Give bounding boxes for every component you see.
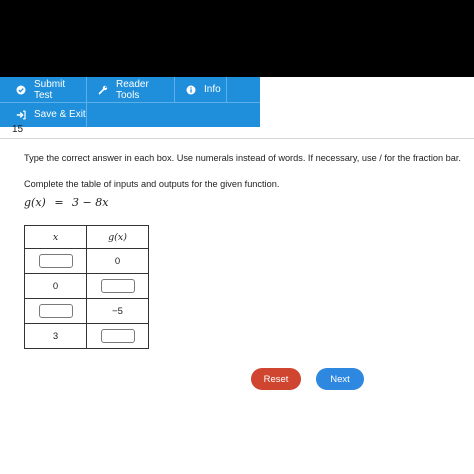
gx-cell xyxy=(87,324,149,349)
submit-test-label: Submit Test xyxy=(34,78,66,101)
reader-tools-button[interactable] xyxy=(88,77,174,102)
x-cell xyxy=(25,249,87,274)
reader-tools-label: Reader Tools xyxy=(116,78,149,101)
gx-answer-input[interactable] xyxy=(101,329,135,343)
toolbar-separator xyxy=(226,77,227,102)
table-row xyxy=(25,324,149,349)
x-cell: 3 xyxy=(25,324,87,349)
info-label: Info xyxy=(204,84,221,95)
header-x: x xyxy=(25,226,87,249)
toolbar-separator xyxy=(86,102,87,127)
question-divider xyxy=(0,138,474,139)
question-prompt: Complete the table of inputs and outputs for the given function. xyxy=(24,179,280,189)
function-equals: = xyxy=(54,196,64,209)
top-black-bar xyxy=(0,0,474,77)
x-answer-input[interactable] xyxy=(39,254,73,268)
table-row xyxy=(25,299,149,324)
info-icon xyxy=(186,85,196,95)
x-cell xyxy=(25,299,87,324)
table-row xyxy=(25,249,149,274)
question-number: 15 xyxy=(12,124,24,135)
gx-cell: 0 xyxy=(87,249,149,274)
gx-cell: −5 xyxy=(87,299,149,324)
toolbar-separator xyxy=(86,77,87,102)
info-button[interactable] xyxy=(176,77,226,102)
toolbar-separator xyxy=(174,77,175,102)
table-row xyxy=(25,274,149,299)
function-definition xyxy=(24,196,108,209)
table-header-row xyxy=(25,226,149,249)
input-output-table xyxy=(24,225,149,349)
reset-button[interactable]: Reset xyxy=(251,368,301,390)
gx-cell xyxy=(87,274,149,299)
question-instructions: Type the correct answer in each box. Use numerals instead of words. If necessary, use / for the fraction bar. xyxy=(24,153,461,163)
wrench-icon xyxy=(98,85,108,95)
toolbar-panel xyxy=(0,77,260,127)
function-lhs: g(x) xyxy=(24,196,46,209)
x-answer-input[interactable] xyxy=(39,304,73,318)
gx-answer-input[interactable] xyxy=(101,279,135,293)
toolbar xyxy=(0,77,474,127)
check-circle-icon xyxy=(16,85,26,95)
save-exit-label: Save & Exit xyxy=(34,109,86,120)
function-rhs: 3 − 8x xyxy=(72,196,109,209)
x-cell: 0 xyxy=(25,274,87,299)
sign-out-icon xyxy=(16,110,26,120)
submit-test-button[interactable] xyxy=(6,77,86,102)
next-button[interactable]: Next xyxy=(316,368,364,390)
question-panel xyxy=(0,124,474,474)
header-gx: g(x) xyxy=(87,226,149,249)
